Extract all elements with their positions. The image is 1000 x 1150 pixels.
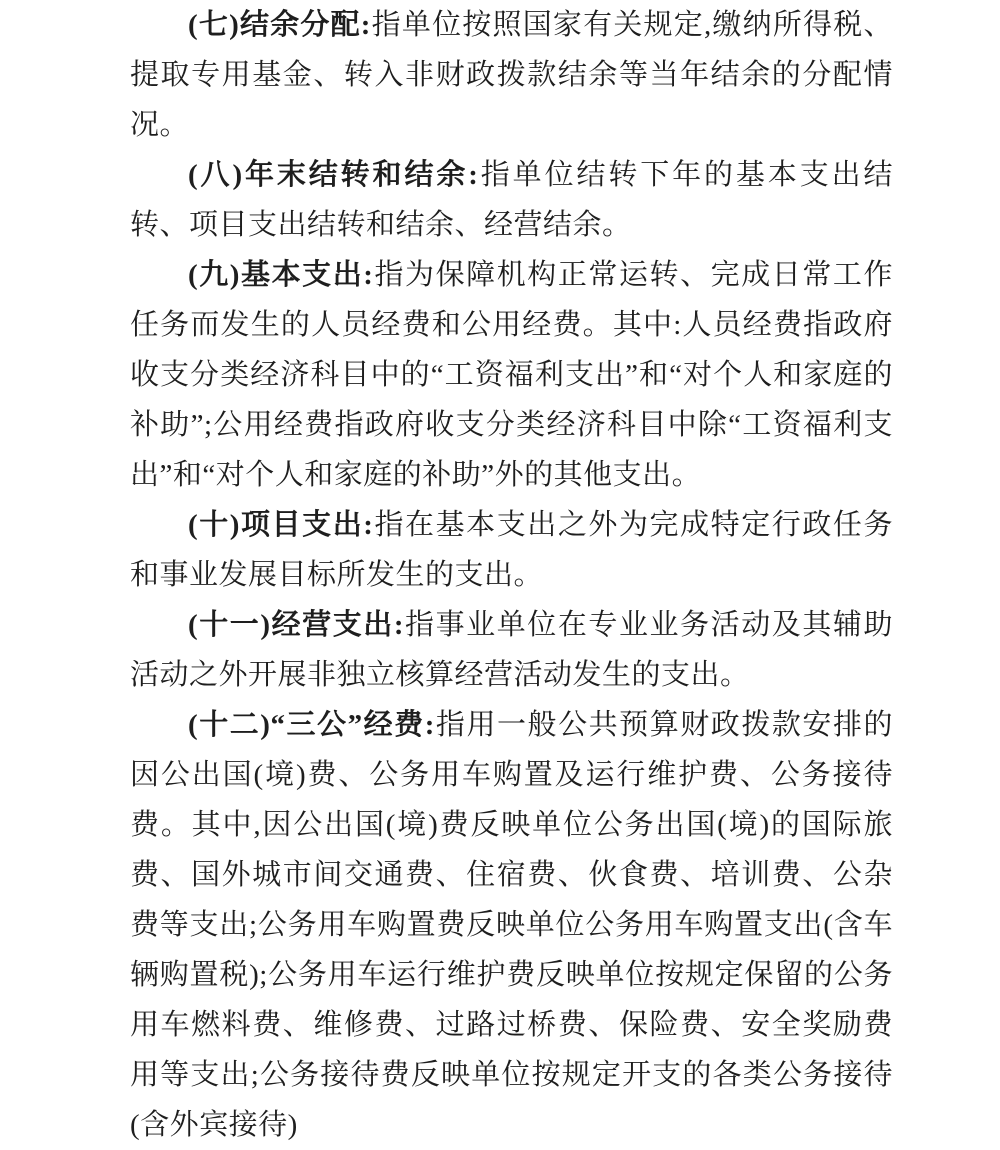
paragraph-surplus-distribution xyxy=(130,0,893,150)
paragraph-three-public-funds xyxy=(130,700,893,1150)
term-definition: 指事业单位在专业业务活动及其辅助活动之外开展非独立核算经营活动发生的支出。 xyxy=(130,609,893,691)
paragraph-year-end-carryover xyxy=(130,150,893,250)
term-definition: 指单位按照国家有关规定,缴纳所得税、提取专用基金、转入非财政拨款结余等当年结余的分配情况。 xyxy=(130,9,893,141)
term-heading: (九)基本支出: xyxy=(188,259,374,291)
paragraph-basic-expenditure xyxy=(130,250,893,500)
term-definition: 指用一般公共预算财政拨款安排的因公出国(境)费、公务用车购置及运行维护费、公务接待费。其中,因公出国(境)费反映单位公务出国(境)的国际旅费、国外城市间交通费、住宿费、伙食费、培训费、公杂费等支出;公务用车购置费反映单位公务用车购置支出(含车辆购置税);公务用车运行维护费反映单位按规定保留的公务用车燃料费、维修费、过路过桥费、保险费、安全奖励费用等支出;公务接待费反映单位按规定开支的各类公务接待(含外宾接待) xyxy=(130,709,893,1141)
term-heading: (七)结余分配: xyxy=(188,9,371,41)
paragraph-project-expenditure xyxy=(130,500,893,600)
term-heading: (十)项目支出: xyxy=(188,509,374,541)
term-heading: (十二)“三公”经费: xyxy=(188,709,435,741)
term-heading: (十一)经营支出: xyxy=(188,609,404,641)
term-heading: (八)年末结转和结余: xyxy=(188,159,479,191)
term-definition: 指在基本支出之外为完成特定行政任务和事业发展目标所发生的支出。 xyxy=(130,509,893,591)
term-definition: 指为保障机构正常运转、完成日常工作任务而发生的人员经费和公用经费。其中:人员经费指政府收支分类经济科目中的“工资福利支出”和“对个人和家庭的补助”;公用经费指政府收支分类经济科目中除“工资福利支出”和“对个人和家庭的补助”外的其他支出。 xyxy=(130,259,893,491)
paragraph-operating-expenditure xyxy=(130,600,893,700)
term-definition: 指单位结转下年的基本支出结转、项目支出结转和结余、经营结余。 xyxy=(130,159,893,241)
